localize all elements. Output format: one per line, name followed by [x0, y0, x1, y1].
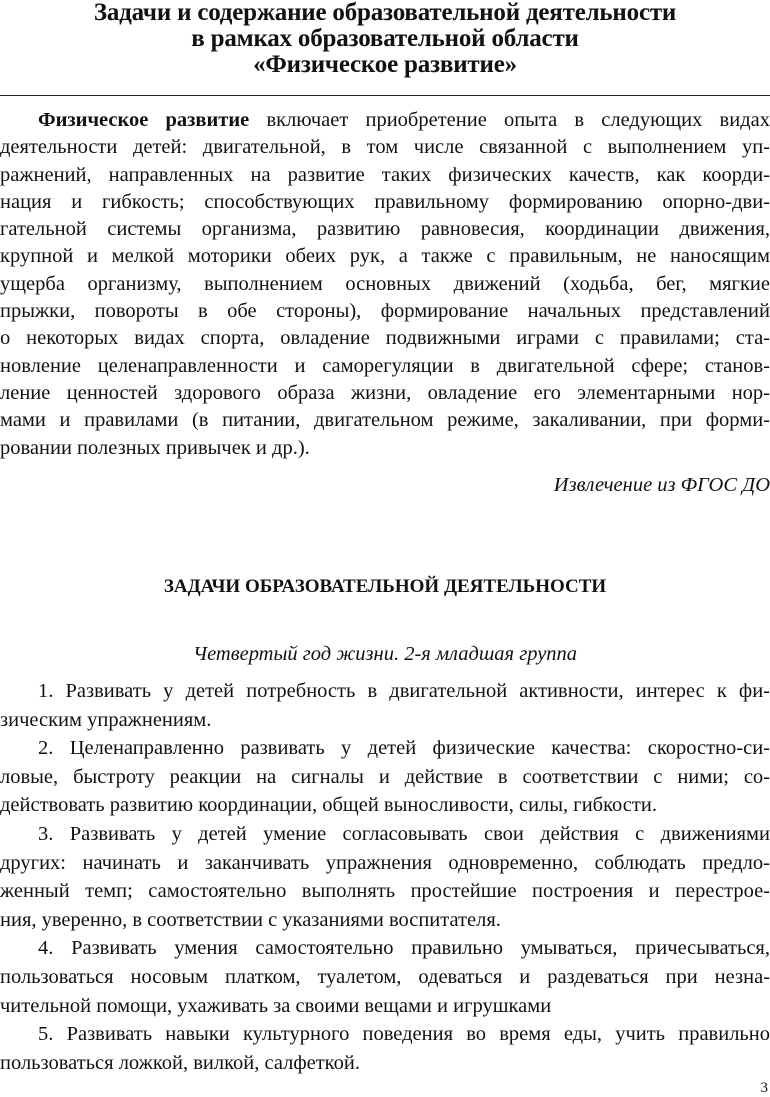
divider — [0, 95, 770, 96]
task-item-line: 5. Развивать навыки культурного поведения во время еды, учить правильно — [38, 1023, 770, 1046]
text-line — [0, 189, 770, 216]
page-number: 3 — [760, 1080, 768, 1096]
text-line — [0, 353, 770, 380]
task-item-line: пользоваться носовым платком, туалетом, одеваться и раздеваться при незна- — [0, 965, 770, 988]
task-item-line: ния, уверенно, в соответствии с указаниями воспитателя. — [0, 908, 501, 931]
task-item-line: других: начинать и заканчивать упражнения одновременно, соблюдать предло- — [0, 851, 770, 874]
task-item-line: 2. Целенаправленно развивать у детей физические качества: скоростно-си- — [38, 737, 770, 760]
title-line: «Физическое развитие» — [253, 51, 517, 78]
text-line — [0, 380, 770, 407]
task-item-line: 4. Развивать умения самостоятельно правильно умываться, причесываться, — [38, 937, 770, 960]
task-item-line: 1. Развивать у детей потребность в двигательной активности, интерес к фи- — [38, 680, 770, 702]
text-line — [0, 271, 770, 298]
intro-paragraph — [0, 107, 770, 462]
line-text: крупной и мелкой моторики обеих рук, а также с правильным, не наносящим — [0, 245, 770, 268]
source-attribution: Извлечение из ФГОС ДО — [553, 474, 770, 496]
line-text: включает приобретение опыта в следующих видах — [249, 109, 770, 131]
line-text: новление целенаправленности и саморегуляции в двигательной сфере; станов- — [0, 354, 770, 377]
line-text: прыжки, повороты в обе стороны), формирование начальных представлений — [0, 300, 770, 323]
text-line — [0, 107, 770, 134]
task-item-line: зическим упражнениям. — [0, 708, 212, 731]
line-text: мами и правилами (в питании, двигательном режиме, закаливании, при форми- — [0, 409, 770, 432]
group-subheading: Четвертый год жизни. 2-я младшая группа — [192, 643, 578, 665]
line-text: ровании полезных привычек и др.). — [0, 436, 310, 459]
text-line — [0, 162, 770, 189]
text-line — [0, 243, 770, 270]
task-item-line: чительной помощи, ухаживать за своими вещами и игрушками — [0, 994, 552, 1017]
line-text: ущерба организму, выполнением основных движений (ходьба, бег, мягкие — [0, 272, 770, 295]
task-item-line: действовать развитию координации, общей выносливости, силы, гибкости. — [0, 794, 657, 817]
line-text: ражнений, направленных на развитие таких физических качеств, как коорди- — [0, 163, 770, 186]
line-text: гательной системы организма, развитию равновесия, координации движения, — [0, 218, 770, 241]
line-text: о некоторых видах спорта, овладение подвижными играми с правилами; ста- — [0, 327, 770, 350]
line-text: деятельности детей: двигательной, в том числе связанной с выполнением уп- — [0, 136, 770, 159]
text-line — [0, 435, 770, 462]
line-text: ление ценностей здорового образа жизни, овладение его элементарными нор- — [0, 381, 770, 404]
section-heading: ЗАДАЧИ ОБРАЗОВАТЕЛЬНОЙ ДЕЯТЕЛЬНОСТИ — [163, 576, 607, 597]
page-title — [0, 0, 770, 78]
text-line — [0, 134, 770, 161]
task-item-line: ловые, быстроту реакции на сигналы и действие в соответствии с ними; со- — [0, 765, 770, 788]
task-item-line: 3. Развивать у детей умение согласовывать свои действия с движениями — [38, 822, 770, 845]
task-list — [0, 677, 770, 1077]
text-line — [0, 407, 770, 434]
text-line — [0, 298, 770, 325]
title-line: в рамках образовательной области — [191, 25, 579, 52]
text-line — [0, 216, 770, 243]
text-line — [0, 325, 770, 352]
title-line: Задачи и содержание образовательной деятельности — [93, 0, 677, 26]
task-item-line: пользоваться ложкой, вилкой, салфеткой. — [0, 1051, 360, 1074]
bold-lead: Физическое развитие — [38, 109, 250, 131]
task-item-line: женный темп; самостоятельно выполнять простейшие построения и перестрое- — [0, 880, 770, 903]
line-text: нация и гибкость; способствующих правильному формированию опорно-дви- — [0, 190, 770, 213]
